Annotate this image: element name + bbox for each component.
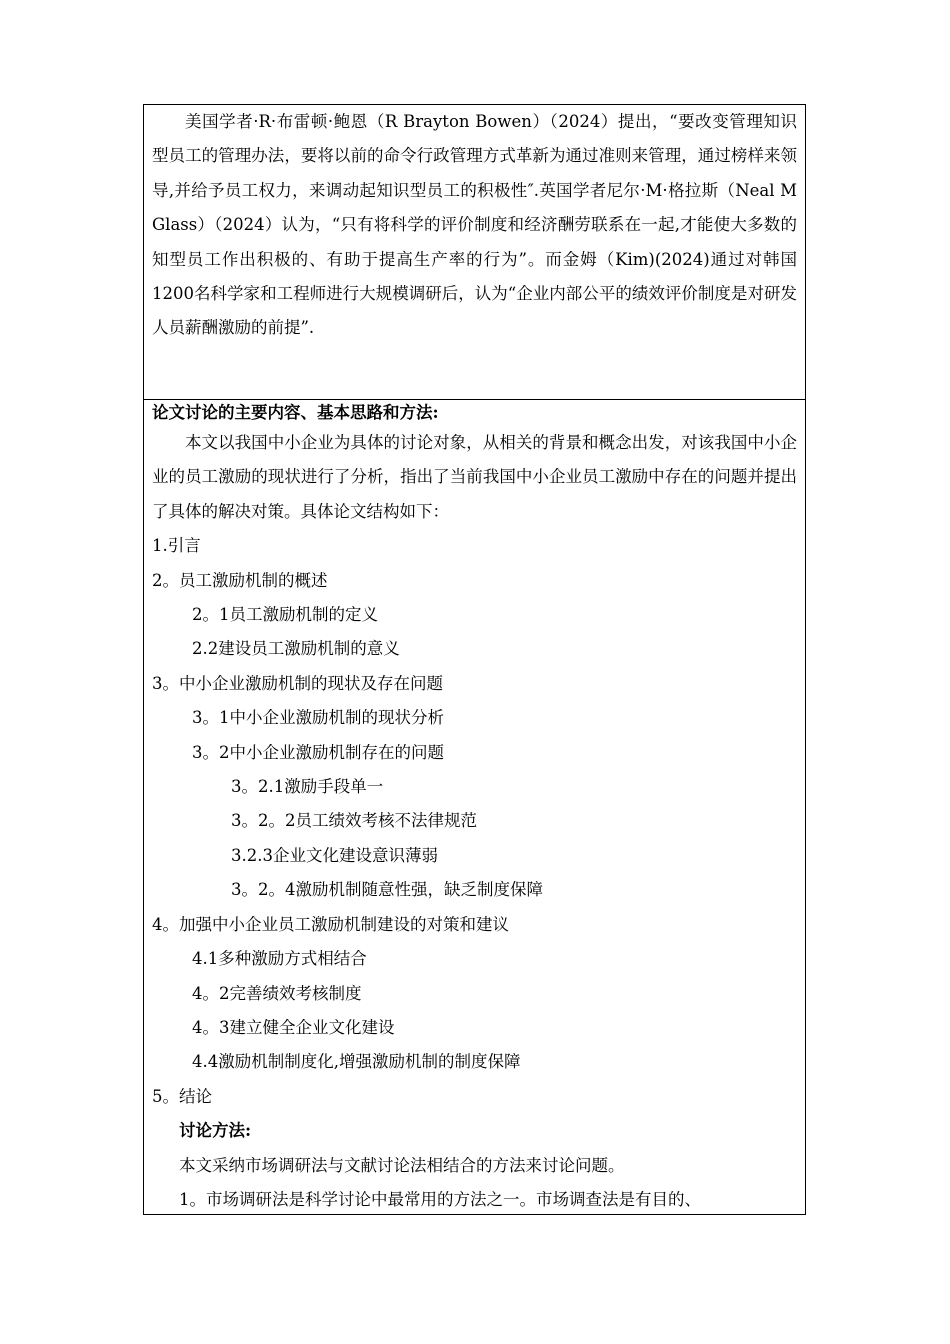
outline-item: 5。结论 [152,1086,212,1106]
document-table [143,104,806,1215]
outline-item: 4。2完善绩效考核制度 [192,983,362,1003]
outline-item: 3。1中小企业激励机制的现状分析 [192,708,444,728]
method-intro: 本文采纳市场调研法与文献讨论法相结合的方法来讨论问题。 [179,1155,625,1175]
content-cell [144,400,805,1214]
literature-paragraph: 美国学者·R·布雷顿·鲍恩（R Brayton Bowen）（2024）提出，“要改变管理知识型员工的管理办法，要将以前的命令行政管理方式革新为通过准则来管理，通过榜样来领导,并给予员工权力，来调动起知识型员工的积极性″.英国学者尼尔·M·格拉斯（Neal M Glass）（2024）认为，“只有将科学的评价制度和经济酬劳联系在一起,才能使大多数的知型员工作出积极的、有助于提高生产率的行为”。而金姆（Kim)(2024)通过对韩国1200名科学家和工程师进行大规模调研后，认为“企业内部公平的绩效评价制度是对研发人员薪酬激励的前提”. [152,112,797,338]
outline-item: 2.2建设员工激励机制的意义 [192,639,400,659]
outline-item: 3。2。2员工绩效考核不法律规范 [231,811,477,831]
outline-list [152,529,797,1114]
outline-item: 3.2.3企业文化建设意识薄弱 [231,845,438,865]
outline-item: 1.引言 [152,536,201,556]
outline-item: 4.1多种激励方式相结合 [192,949,367,969]
outline-item: 4。3建立健全企业文化建设 [192,1017,395,1037]
outline-item: 3。中小企业激励机制的现状及存在问题 [152,673,443,693]
outline-item: 4.4激励机制制度化,增强激励机制的制度保障 [192,1052,521,1072]
outline-item: 3。2.1激励手段单一 [231,777,384,797]
intro-paragraph: 本文以我国中小企业为具体的讨论对象，从相关的背景和概念出发，对该我国中小企业的员工激励的现状进行了分析，指出了当前我国中小企业员工激励中存在的问题并提出了具体的解决对策。具体论文结构如下： [152,433,797,521]
outline-item: 3。2。4激励机制随意性强，缺乏制度保障 [231,880,543,900]
method-item-1: 1。市场调研法是科学讨论中最常用的方法之一。市场调查法是有目的、 [179,1189,701,1209]
method-heading: 讨论方法: [179,1121,252,1141]
outline-item: 3。2中小企业激励机制存在的问题 [192,742,444,762]
literature-cell [144,105,805,400]
outline-item: 4。加强中小企业员工激励机制建设的对策和建议 [152,914,509,934]
outline-item: 2。员工激励机制的概述 [152,570,328,590]
outline-item: 2。1员工激励机制的定义 [192,605,378,625]
section-heading: 论文讨论的主要内容、基本思路和方法: [152,403,439,422]
